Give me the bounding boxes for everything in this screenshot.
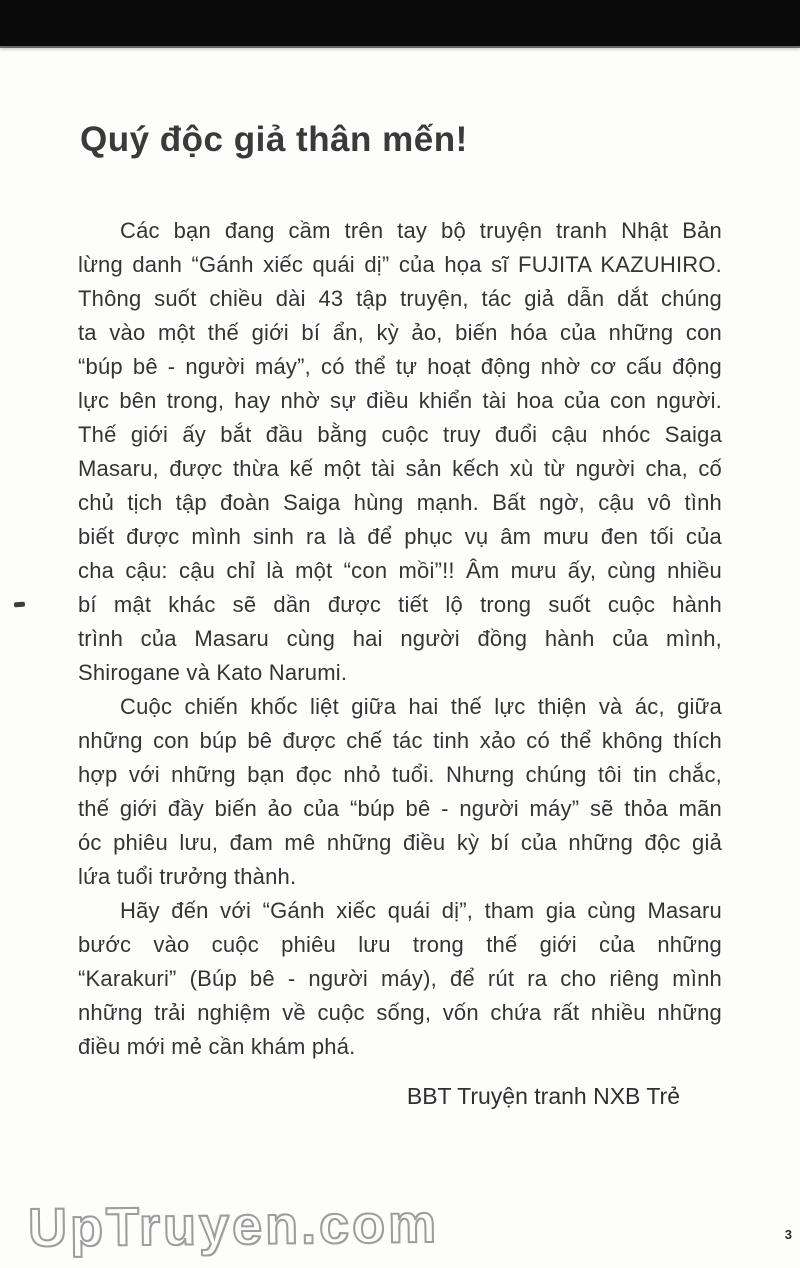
scan-edge-top-bar	[0, 0, 800, 46]
text-line: thế giới đầy biến ảo của “búp bê - người máy” sẽ thỏa mãn	[78, 796, 722, 821]
body-paragraph	[78, 690, 722, 894]
text-line: hợp với những bạn đọc nhỏ tuổi. Nhưng chúng tôi tin chắc,	[78, 762, 722, 787]
text-line: Cuộc chiến khốc liệt giữa hai thế lực thiện và ác, giữa	[120, 694, 722, 719]
text-line: lừng danh “Gánh xiếc quái dị” của họa sĩ FUJITA KAZUHIRO.	[78, 252, 722, 277]
page-title: Quý độc giả thân mến!	[80, 120, 468, 159]
text-line: “búp bê - người máy”, có thể tự hoạt động nhờ cơ cấu động	[78, 354, 722, 379]
text-line: Shirogane và Kato Narumi.	[78, 660, 348, 685]
text-line: những con búp bê được chế tác tinh xảo có thể không thích	[78, 728, 722, 753]
text-line: cha cậu: cậu chỉ là một “con mồi”!! Âm mưu ấy, cùng nhiều	[78, 558, 722, 583]
text-line: Thông suốt chiều dài 43 tập truyện, tác giả dẫn dắt chúng	[78, 286, 722, 311]
body-paragraph	[78, 894, 722, 1064]
signature-line: BBT Truyện tranh NXB Trẻ	[406, 1083, 680, 1109]
text-line: điều mới mẻ cần khám phá.	[78, 1034, 356, 1059]
text-line: lứa tuổi trưởng thành.	[78, 864, 297, 889]
page-number: 3	[784, 1227, 792, 1242]
text-line: “Karakuri” (Búp bê - người máy), để rút ra cho riêng mình	[78, 966, 722, 991]
text-line: Hãy đến với “Gánh xiếc quái dị”, tham gia cùng Masaru	[120, 898, 722, 923]
text-line: những trải nghiệm về cuộc sống, vốn chứa rất nhiều những	[78, 1000, 722, 1025]
body-paragraph	[78, 214, 722, 690]
text-line: bí mật khác sẽ dần được tiết lộ trong suốt cuộc hành	[78, 592, 722, 617]
text-line: biết được mình sinh ra là để phục vụ âm mưu đen tối của	[78, 524, 722, 549]
text-line: Thế giới ấy bắt đầu bằng cuộc truy đuổi cậu nhóc Saiga	[78, 422, 722, 447]
text-line: chủ tịch tập đoàn Saiga hùng mạnh. Bất ngờ, cậu vô tình	[78, 490, 722, 515]
text-line: Masaru, được thừa kế một tài sản kếch xù từ người cha, cố	[78, 456, 722, 481]
text-line: óc phiêu lưu, đam mê những điều kỳ bí của những độc giả	[78, 830, 722, 855]
scan-speck-left-edge	[14, 602, 25, 608]
watermark-uptruyen: UpTruyen.com	[27, 1193, 440, 1259]
text-line: bước vào cuộc phiêu lưu trong thế giới của những	[78, 932, 722, 957]
text-line: ta vào một thế giới bí ẩn, kỳ ảo, biến hóa của những con	[78, 320, 722, 345]
text-line: lực bên trong, hay nhờ sự điều khiển tài hoa của con người.	[78, 388, 722, 413]
page-content	[78, 118, 722, 1112]
text-line: Các bạn đang cầm trên tay bộ truyện tranh Nhật Bản	[120, 218, 722, 243]
text-line: trình của Masaru cùng hai người đồng hành của mình,	[78, 626, 722, 651]
body-text	[78, 214, 722, 1064]
